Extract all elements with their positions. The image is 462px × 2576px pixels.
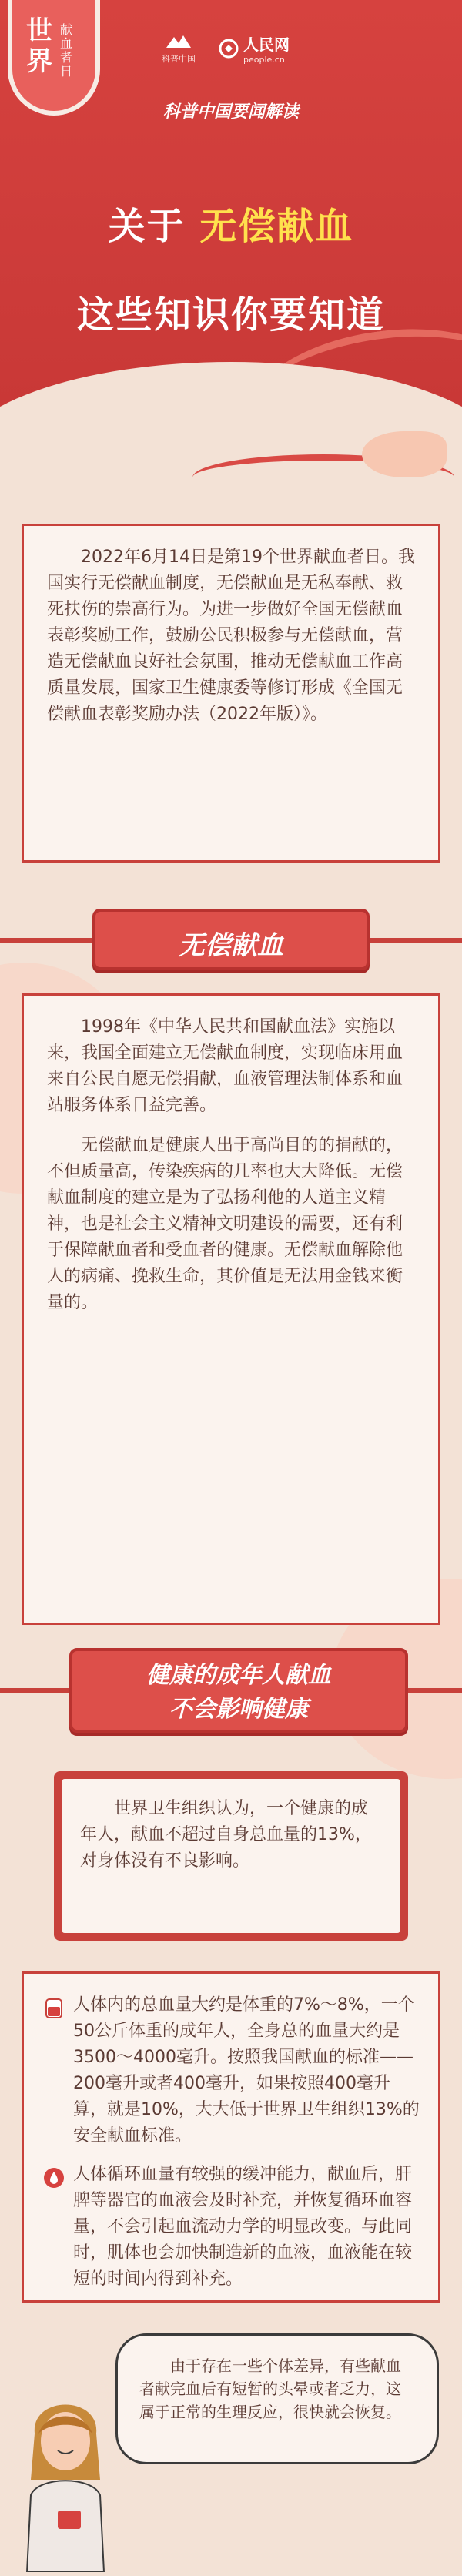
blood-bag-icon [42, 1997, 65, 2020]
banner-line1: 健康的成年人献血 [146, 1662, 331, 1689]
header-banner [0, 0, 462, 493]
people-logo-name: 人民网 [243, 35, 290, 54]
unpaid-donation-card [22, 993, 440, 1625]
donor-illustration-icon [15, 2380, 116, 2572]
hand-icon [362, 431, 447, 477]
intro-text: 2022年6月14日是第19个世界献血者日。我国实行无偿献血制度，无偿献血是无私奉献、救死扶伤的崇高行为。为进一步做好全国无偿献血表彰奖励工作，鼓励公民积极参与无偿献血，营造无偿献血良好社会氛围，推动无偿献血工作高质量发展，国家卫生健康委等修订形成《全国无偿献血表彰奖励办法（2022年版）》。 [47, 548, 415, 724]
who-statement-text: 世界卫生组织认为，一个健康的成年人，献血不超过自身总血量的13%，对身体没有不良影响。 [62, 1779, 400, 1933]
title-highlight: 无偿献血 [199, 205, 354, 248]
title-prefix: 关于 [108, 205, 186, 248]
fact-text: 人体循环血量有较强的缓冲能力，献血后，肝脾等器官的血液会及时补充，并恢复循环血容量，不会引起血流动力学的明显改变。与此同时，肌体也会加快制造新的血液，血液能在较短的时间内得到补充。 [73, 2165, 413, 2289]
badge-sub-text: 献血者日 [60, 22, 73, 79]
section1-paragraph: 1998年《中华人民共和国献血法》实施以来，我国全面建立无偿献血制度，实现临床用血来自公民自愿无偿捐献，血液管理法制体系和血站服务体系日益完善。 [47, 1017, 403, 1115]
intro-card [22, 524, 440, 863]
people-logo [219, 32, 290, 65]
section-banner-title: 无偿献血 [179, 930, 283, 961]
banner-tube-left [0, 1688, 69, 1693]
page-title-line1 [0, 196, 462, 250]
blood-facts-card [22, 1971, 440, 2303]
fact-text: 人体内的总血量大约是体重的7%～8%，一个50公斤体重的成年人，全身总的血量大约是3500～4000毫升。按照我国献血的标准——200毫升或者400毫升，如果按照400毫升算，就是10%，大大低于世界卫生组织13%的安全献血标准。 [73, 1995, 420, 2146]
section-banner-title [72, 1659, 405, 1727]
circulation-fact [42, 2162, 420, 2293]
badge-main-text: 世界 [26, 15, 52, 77]
section1-paragraph: 无偿献血是健康人出于高尚目的的捐献的，不但质量高，传染疾病的几率也大大降低。无偿献血制度的建立是为了弘扬利他的人道主义精神，也是社会主义精神文明建设的需要，还有利于保障献血者和受血者的健康。无偿献血解除他人的病痛、挽救生命，其价值是无法用金钱来衡量的。 [47, 1136, 403, 1312]
tagline: 科普中国要闻解读 [162, 102, 299, 122]
kepu-logo-icon [163, 32, 194, 52]
blood-drop-icon [42, 2166, 65, 2189]
section-banner-healthy-adults [69, 1648, 408, 1733]
people-logo-icon [219, 39, 239, 59]
banner-tube-left [0, 938, 92, 943]
banner-tube-right [370, 938, 462, 943]
who-statement-card [54, 1771, 408, 1941]
section-banner-unpaid-donation [92, 909, 370, 970]
people-logo-caption: people.cn [243, 55, 285, 65]
kepu-logo-caption: 科普中国 [162, 54, 196, 64]
banner-tube-right [408, 1688, 462, 1693]
kepu-logo [162, 32, 196, 65]
banner-line2: 不会影响健康 [169, 1696, 308, 1723]
partner-logos [162, 32, 290, 65]
page-title-line2: 这些知识你要知道 [76, 293, 385, 337]
blood-volume-fact [42, 1992, 420, 2149]
speech-bubble: 由于存在一些个体差异，有些献血者献完血后有短暂的头晕或者乏力，这属于正常的生理反应，很快就会恢复。 [116, 2333, 439, 2464]
